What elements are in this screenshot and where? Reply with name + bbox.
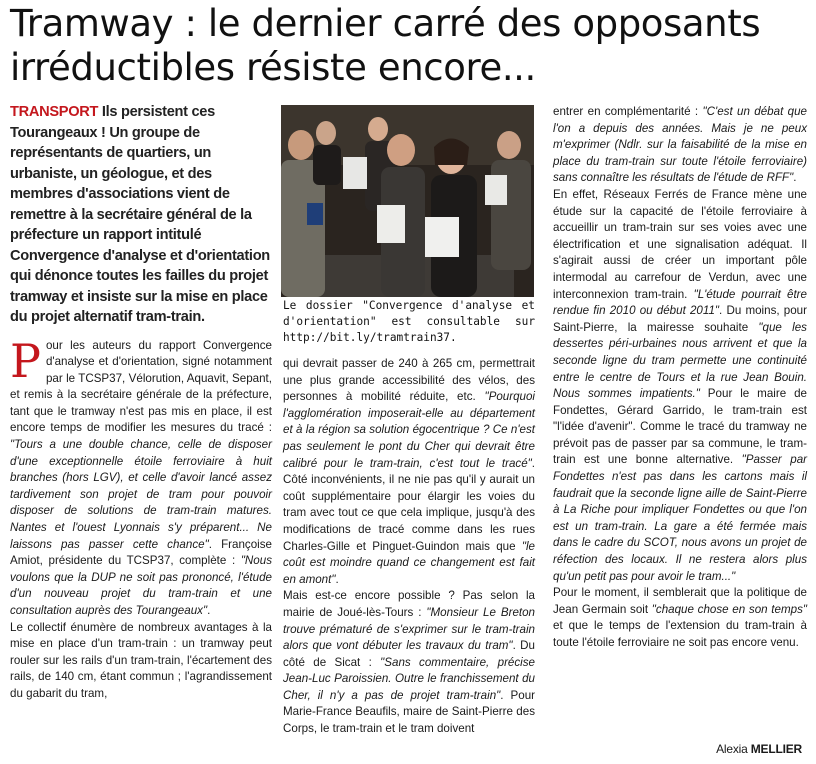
quote-run: "Monsieur Le Breton trouve prématuré de s'exprimer sur le tram-train alors que vont débuter les travaux du tram" bbox=[283, 605, 536, 653]
paragraph-4 bbox=[283, 588, 535, 737]
quote-run: "Nous voulons que la DUP ne soit pas prononcé, l'étude d'un nouveau projet du tram-train et une consultation auprès des Tourangeaux" bbox=[10, 554, 272, 617]
text-run: . Côté inconvénients, il ne nie pas qu'il y aurait un coût supplémentaire pour élargir les voies du tram avec tout ce que cela implique, jusqu'à des modifications de tracé comme dans les rues Charles-Gille et Pinguet-Guindon mais que bbox=[283, 456, 535, 553]
quote-run: "le coût est moindre quand ce changement est fait en amont" bbox=[283, 539, 535, 586]
text-run: . Françoise Amiot, présidente du TCSP37, complète : bbox=[10, 537, 272, 568]
author-first-name: Alexia bbox=[716, 742, 748, 756]
text-run: . bbox=[793, 171, 797, 185]
quote-run: "chaque chose en son temps" bbox=[651, 602, 807, 616]
text-run: et que le temps de l'extension du tram-train à toute l'étoile ferroviaire ne soit pas encore venu. bbox=[553, 619, 807, 649]
rubric-label: TRANSPORT bbox=[10, 104, 99, 120]
drop-cap: P bbox=[10, 333, 41, 388]
article-title: Tramway : le dernier carré des opposants irréductibles résiste encore... bbox=[10, 2, 761, 89]
group-photo bbox=[281, 105, 534, 297]
paragraph-3 bbox=[283, 356, 535, 588]
column-1 bbox=[10, 102, 272, 703]
paragraph-7 bbox=[553, 585, 807, 651]
author-last-name: MELLIER bbox=[750, 742, 802, 756]
text-run: qui devrait passer de 240 à 265 cm, permettrait une plus grande accessibilité des vélos, des personnes à mobilité réduite, etc. bbox=[283, 357, 535, 404]
quote-run: "L'étude pourrait être rendue fin 2010 ou début 2011" bbox=[553, 287, 807, 318]
chapo-text: Ils persistent ces Tourangeaux ! Un groupe de représentants de quartiers, un urbaniste, un géologue, et des membres d'associations vient de remettre à la secrétaire général de la préfecture un rapport intitulé Convergence d'analyse et d'orientation qui dénonce toutes les failles du projet tramway et insiste sur la mise en place du projet alternatif tram-train. bbox=[10, 104, 270, 325]
photo-caption: Le dossier "Convergence d'analyse et d'orientation" est consultable sur http://bit.ly/tramtrain37. bbox=[283, 299, 535, 344]
text-run: . Du moins, pour Saint-Pierre, la mairesse souhaite bbox=[553, 304, 807, 334]
quote-run: "Tours a une double chance, celle de disposer d'une exceptionnelle étoile ferroviaire à huit branches (hors LGV), et celle d'avoir lancé assez tardivement son projet de tram pour pouvoir disposer de solutions de tram-train matures. Nantes et l'ouest Lyonnais s'y préparent... Ne laissons pas passer cette chance" bbox=[10, 438, 272, 551]
quote-run: "Passer par Fondettes n'est pas dans les cartons mais il faudrait que la seconde ligne aille de Saint-Pierre à La Riche pour impliquer Fondettes ou que l'on est un tram-train. La gare a été fermée mais dans le cadre du SCOT, nous avons un projet de réfection des locaux. Il ne restera alors plus qu'un petit pas pour avoir le tram..." bbox=[553, 453, 808, 583]
paragraph-5 bbox=[553, 104, 807, 187]
text-run: Pour le maire de Fondettes, Gérard Garrido, le tram-train est "l'idée d'avenir". Comme le tracé du tramway ne prévoit pas de passer par sa commune, le tram-train est une bonne alternative. bbox=[553, 387, 807, 467]
text-run: . bbox=[207, 604, 211, 617]
author-signature bbox=[716, 742, 802, 756]
text-run: our les auteurs du rapport Convergence d'analyse et d'orientation, signé notamment par le TCSP37, Vélorution, Aquavit, Sepant, et remis à la secrétaire générale de la préfecture, tant que le tramway n'est pas mis en place, il est encore temps de modifier les mesures du tracé : bbox=[10, 338, 272, 435]
paragraph-1 bbox=[10, 333, 272, 620]
text-run: . Pour Marie-France Beaufils, maire de Saint-Pierre des Corps, le tram-train et le tram doivent bbox=[283, 688, 536, 736]
text-run: Mais est-ce encore possible ? Pas selon la mairie de Joué-lès-Tours : bbox=[283, 589, 535, 619]
quote-run: "Sans commentaire, précise Jean-Luc Paroissien. Outre le franchissement du Cher, il n'y a pas de projet tram-train" bbox=[283, 655, 535, 702]
quote-run: "Pourquoi l'agglomération imposerait-elle au département et à la région sa solution égocentrique ? Ce n'est pas seulement le pont du Cher qui devrait être calibré pour le tram-train, c'est tout le tracé" bbox=[283, 390, 535, 470]
text-run: entrer en complémentarité : bbox=[553, 105, 703, 118]
text-run: . bbox=[335, 572, 339, 586]
group-photo-illustration bbox=[281, 105, 534, 297]
column-3 bbox=[553, 104, 807, 652]
paragraph-6 bbox=[553, 187, 807, 585]
text-run: . Du côté de Sicat : bbox=[283, 639, 536, 669]
chapo bbox=[10, 102, 272, 328]
quote-run: "que les dessertes péri-urbaines nous arrivent et que la seconde ligne du tram permette une continuité entre le centre de Tours et la rue Jean Bouin. Nous sommes impatients." bbox=[553, 320, 807, 401]
paragraph-2: Le collectif énumère de nombreux avantages à la mise en place d'un tram-train : un tramway peut rouler sur les rails d'un tram-train, l'écartement des rails, de 140 cm, étant commun ; l'agrandissement du gabarit du tram, bbox=[10, 620, 272, 700]
text-run: En effet, Réseaux Ferrés de France mène une étude sur la capacité de l'étoile ferroviaire à accueillir un tram-train sur ses voies avec une électrification et une signalisation adéquat. Il s'agirait aussi de créer un important pôle intermodal au carrefour de Verdun, avec une interconnexion tram-train. bbox=[553, 187, 807, 301]
quote-run: "C'est un débat que l'on a depuis des années. Mais je ne peux m'exprimer (Ndlr. sur la faisabilité de la mise en place du tram-train sur toute l'étoile ferroviaire) sans connaître les résultats de l'étude de RFF" bbox=[553, 105, 807, 185]
column-2 bbox=[283, 356, 535, 738]
text-run: Pour le moment, il semblerait que la politique de Jean Germain soit bbox=[553, 586, 807, 616]
